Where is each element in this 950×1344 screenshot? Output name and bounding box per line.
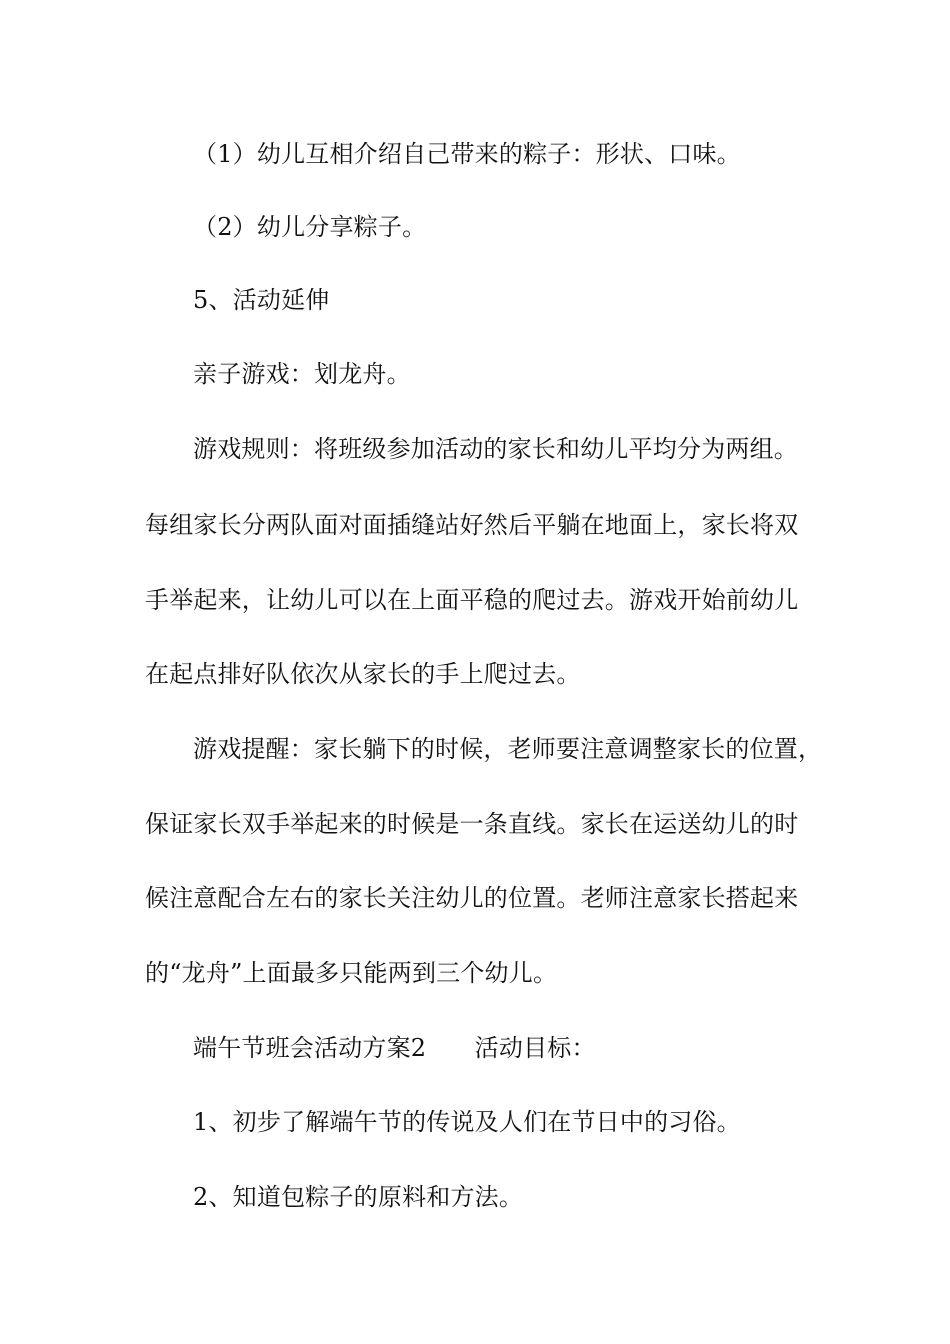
paragraph-line: 候注意配合左右的家长关注幼儿的位置。老师注意家长搭起来 (145, 884, 799, 912)
paragraph-line: 保证家长双手举起来的时候是一条直线。家长在运送幼儿的时 (145, 810, 799, 838)
paragraph-line: 1、初步了解端午节的传说及人们在节日中的习俗。 (193, 1108, 741, 1136)
paragraph-line: 游戏规则：将班级参加活动的家长和幼儿平均分为两组。 (193, 435, 798, 463)
paragraph-line: （1）幼儿互相介绍自己带来的粽子：形状、口味。 (193, 140, 741, 168)
paragraph-line: 2、知道包粽子的原料和方法。 (193, 1183, 524, 1211)
paragraph-line: 游戏提醒：家长躺下的时候，老师要注意调整家长的位置， (193, 735, 823, 763)
paragraph-line: 每组家长分两队面对面插缝站好然后平躺在地面上，家长将双 (145, 511, 799, 539)
paragraph-line: （2）幼儿分享粽子。 (193, 213, 427, 241)
paragraph-line: 在起点排好队依次从家长的手上爬过去。 (145, 660, 581, 688)
section-heading: 5、活动延伸 (193, 286, 330, 314)
paragraph-line: 的“龙舟”上面最多只能两到三个幼儿。 (145, 959, 558, 987)
section-heading: 端午节班会活动方案2 活动目标： (193, 1034, 596, 1062)
paragraph-line: 手举起来，让幼儿可以在上面平稳的爬过去。游戏开始前幼儿 (145, 586, 799, 614)
paragraph-line: 亲子游戏：划龙舟。 (193, 360, 411, 388)
